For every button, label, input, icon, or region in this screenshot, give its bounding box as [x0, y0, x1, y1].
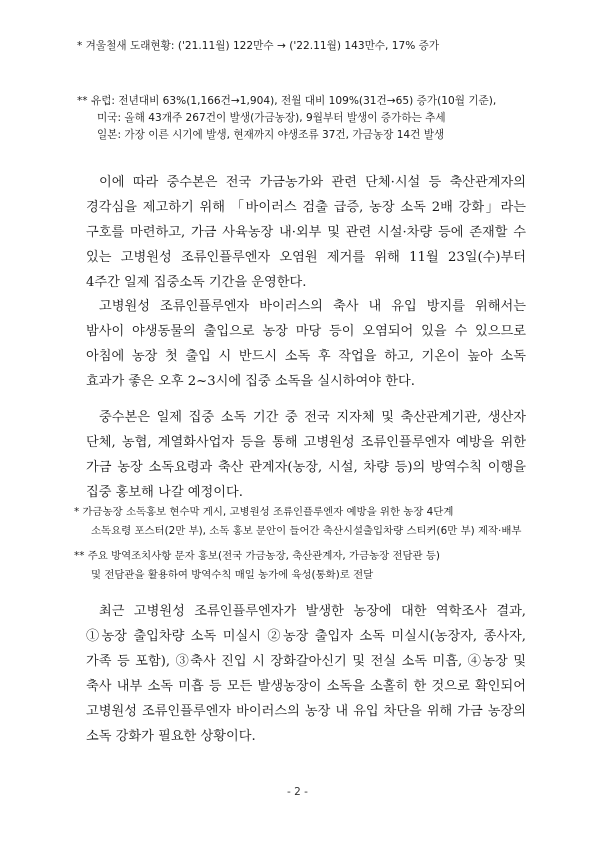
note-japan: 일본: 가장 이른 시기에 발생, 현재까지 야생조류 37건, 가금농장 14건 발생	[97, 129, 445, 141]
paragraph-text: 이에 따라 중수본은 전국 가금농가와 관련 단체·시설 등 축산관계자의 경각심을 제고하기 위해 「바이러스 검출 급증, 농장 소독 2배 강화」라는 구호를 마련하고, 가금 사육농장 내·외부 및 관련 시설·차량 등에 존재할 수 있는 고병원성 조류인플루엔자 오염원 제거를 위해 11월 23일(수)부터 4주간 일제 집중소독 기간을 운영한다.	[86, 175, 526, 290]
subnote-sms-promotion	[74, 547, 440, 585]
paragraph-promotion	[86, 405, 526, 505]
page-number: - 2 -	[287, 786, 308, 798]
paragraph-text: 최근 고병원성 조류인플루엔자가 발생한 농장에 대한 역학조사 결과, ①농장 출입차량 소독 미실시 ②농장 출입자 소독 미실시(농장자, 종사자, 가족 등 포함), ③축사 진입 시 장화갈아신기 및 전실 소독 미흡, ④농장 및 축사 내부 소독 미흡 등 모든 발생농장이 소독을 소홀히 한 것으로 확인되어 고병원성 조류인플루엔자 바이러스의 농장 내 유입 차단을 위해 가금 농장의 소독 강화가 필요한 상황이다.	[86, 604, 526, 744]
subnote-line: ** 주요 방역조치사항 문자 홍보(전국 가금농장, 축산관계자, 가금농장 전담관 등)	[74, 550, 440, 562]
subnote-line: 및 전담관을 활용하여 방역수칙 매일 농가에 육성(통화)로 전달	[91, 569, 374, 581]
paragraph-text: 중수본은 일제 집중 소독 기간 중 전국 지자체 및 축산관계기관, 생산자 단체, 농협, 계열화사업자 등을 통해 고병원성 조류인플루엔자 예방을 위한 가금 농장 소독요령과 축산 관계자(농장, 시설, 차량 등)의 방역수칙 이행을 집중 홍보해 나갈 예정이다.	[86, 410, 526, 500]
note-winter-birds: * 겨울철새 도래현황: ('21.11월) 122만수 → ('22.11월) 143만수, 17% 증가	[77, 40, 440, 52]
subnote-line: * 가금농장 소독홍보 현수막 게시, 고병원성 조류인플루엔자 예방을 위한 농장 4단계	[74, 506, 454, 518]
paragraph-intensive-disinfection	[86, 170, 526, 295]
note-overseas-outbreaks	[77, 93, 496, 144]
paragraph-morning-disinfection	[86, 294, 526, 394]
note-europe: ** 유럽: 전년대비 63%(1,166건→1,904), 전월 대비 109%(31건→65) 증가(10월 기준),	[77, 95, 497, 107]
subnote-promotion-materials	[74, 503, 521, 541]
note-usa: 미국: 올해 43개주 267건이 발생(가금농장), 9월부터 발생이 증가하는 추세	[97, 112, 446, 124]
subnote-line: 소독요령 포스터(2만 부), 소독 홍보 문안이 들어간 축산시설출입차량 스티커(6만 부) 제작·배부	[91, 525, 522, 537]
paragraph-text: 고병원성 조류인플루엔자 바이러스의 축사 내 유입 방지를 위해서는 밤사이 야생동물의 출입으로 농장 마당 등이 오염되어 있을 수 있으므로 아침에 농장 첫 출입 시 반드시 소독 후 작업을 하고, 기온이 높아 소독 효과가 좋은 오후 2~3시에 집중 소독을 실시하여야 한다.	[86, 299, 526, 389]
paragraph-epidemiological-findings	[86, 599, 526, 749]
